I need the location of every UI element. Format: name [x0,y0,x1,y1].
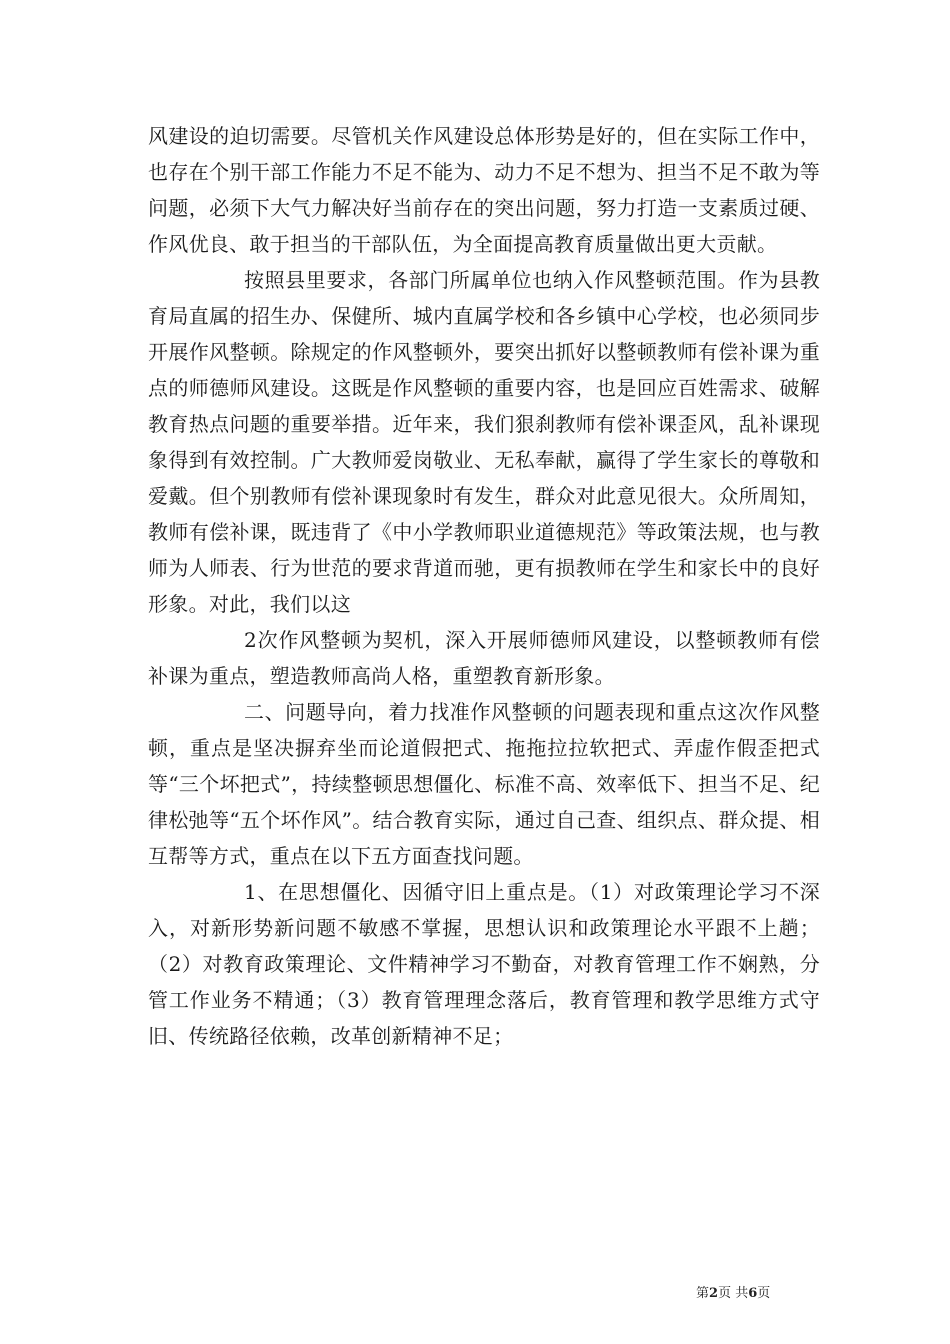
paragraph-3: 2次作风整顿为契机，深入开展师德师风建设，以整顿教师有偿补课为重点，塑造教师高尚人格，重塑教育新形象。 [148,628,820,688]
footer-middle: 页 共 [718,1286,749,1301]
footer-prefix: 第 [696,1286,710,1301]
paragraph-2: 按照县里要求，各部门所属单位也纳入作风整顿范围。作为县教育局直属的招生办、保健所、城内直属学校和各乡镇中心学校，也必须同步开展作风整顿。除规定的作风整顿外，要突出抓好以整顿教师有偿补课为重点的师德师风建设。这既是作风整顿的重要内容，也是回应百姓需求、破解教育热点问题的重要举措。近年来，我们狠刹教师有偿补课歪风，乱补课现象得到有效控制。广大教师爱岗敬业、无私奉献，赢得了学生家长的尊敬和爱戴。但个别教师有偿补课现象时有发生，群众对此意见很大。众所周知，教师有偿补课，既违背了《中小学教师职业道德规范》等政策法规，也与教师为人师表、行为世范的要求背道而驰，更有损教师在学生和家长中的良好形象。对此，我们以这 [148,268,820,616]
footer-suffix: 页 [757,1286,771,1301]
total-page-number: 6 [748,1286,758,1301]
paragraph-1: 风建设的迫切需要。尽管机关作风建设总体形势是好的，但在实际工作中，也存在个别干部工作能力不足不能为、动力不足不想为、担当不足不敢为等问题，必须下大气力解决好当前存在的突出问题，努力打造一支素质过硬、作风优良、敢于担当的干部队伍，为全面提高教育质量做出更大贡献。 [148,124,820,256]
paragraph-4: 二、问题导向，着力找准作风整顿的问题表现和重点这次作风整顿，重点是坚决摒弃坐而论道假把式、拖拖拉拉软把式、弄虚作假歪把式等“三个坏把式”，持续整顿思想僵化、标准不高、效率低下、担当不足、纪律松弛等“五个坏作风”。结合教育实际，通过自己查、组织点、群众提、相互帮等方式，重点在以下五方面查找问题。 [148,700,820,868]
body-text [148,118,820,1054]
current-page-number: 2 [709,1286,719,1301]
paragraph-5: 1、在思想僵化、因循守旧上重点是。（1）对政策理论学习不深入，对新形势新问题不敏感不掌握，思想认识和政策理论水平跟不上趟；（2）对教育政策理论、文件精神学习不勤奋，对教育管理工作不娴熟，分管工作业务不精通；（3）教育管理理念落后，教育管理和教学思维方式守旧、传统路径依赖，改革创新精神不足； [148,880,820,1048]
page-footer [696,1286,856,1302]
